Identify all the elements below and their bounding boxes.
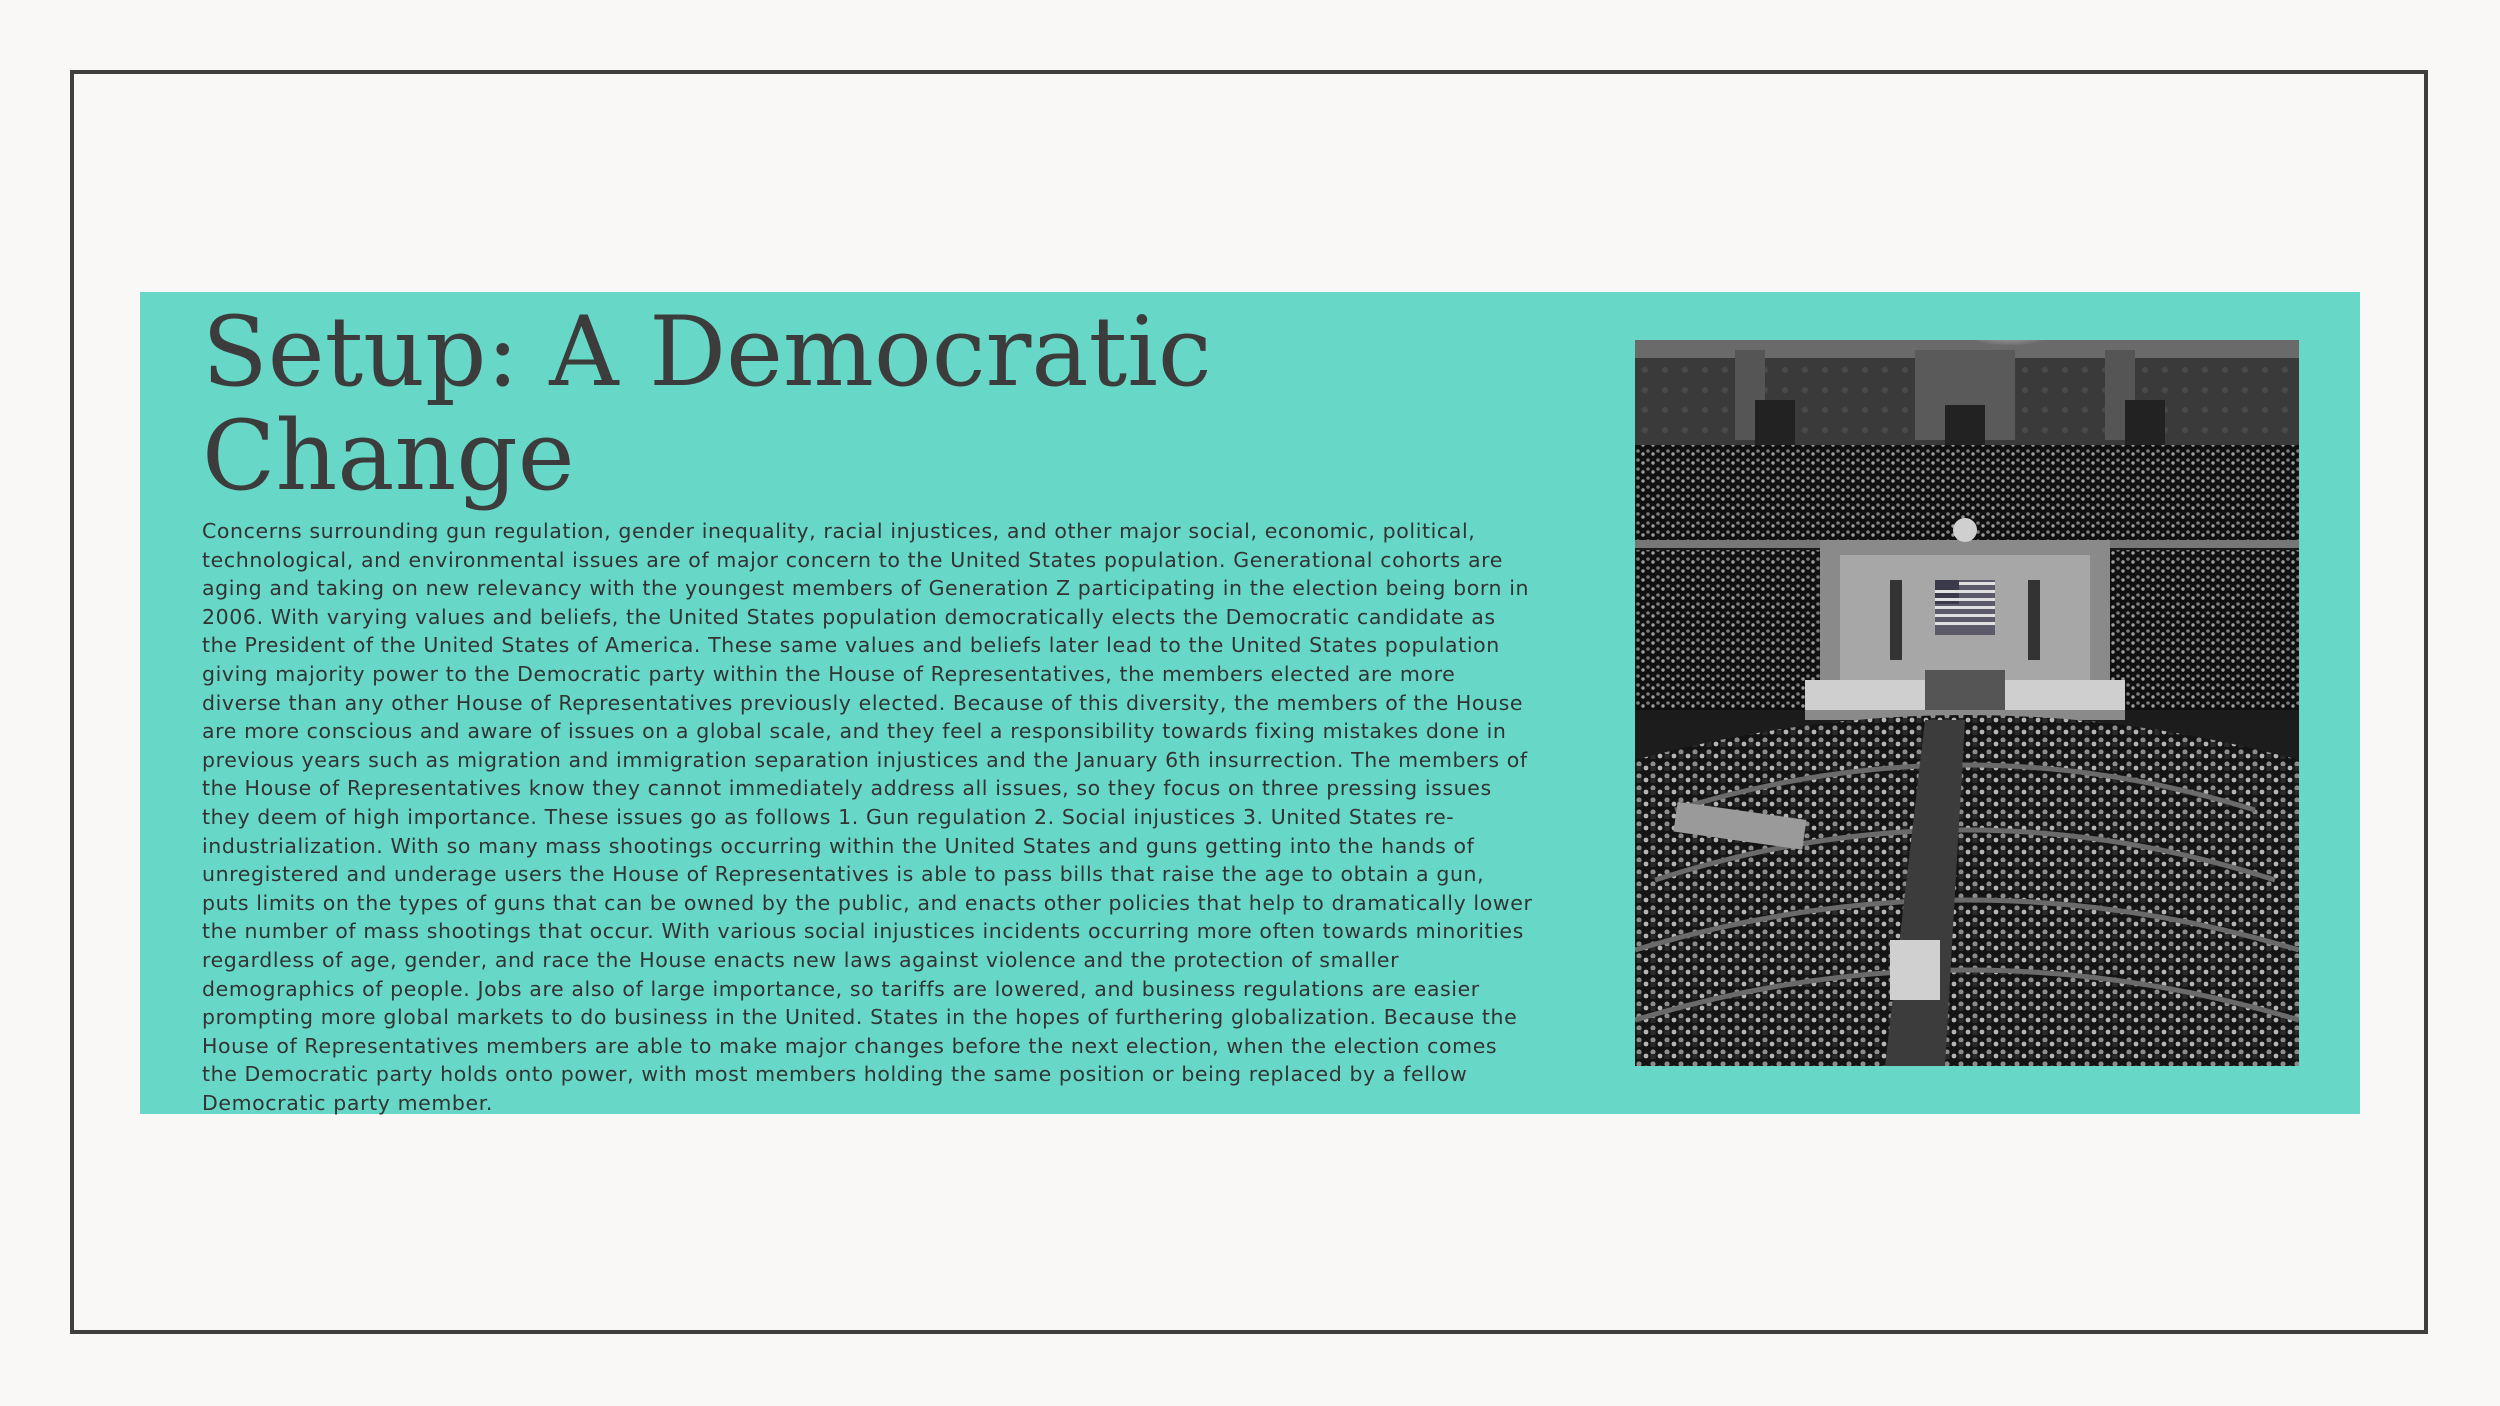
slide-body-text: Concerns surrounding gun regulation, gender inequality, racial injustices, and other major social, economic, political, technological, and environmental issues are of major concern to the United States population. Generational cohorts are aging and taking on new relevancy with the youngest members of Generation Z participating in the election being born in 2006. With varying values and beliefs, the United States population democratically elects the Democratic candidate as the President of the United States of America. These same values and beliefs later lead to the United States population giving majority power to the Democratic party within the House of Representatives, the members elected are more diverse than any other House of Representatives previously elected. Because of this diversity, the members of the House are more conscious and aware of issues on a global scale, and they feel a responsibility towards fixing mistakes done in previous years such as migration and immigration separation injustices and the January 6th insurrection. The members of the House of Representatives know they cannot immediately address all issues, so they focus on three pressing issues they deem of high importance. These issues go as follows 1. Gun regulation 2. Social injustices 3. United States re-industrialization. With so many mass shootings occurring within the United States and guns getting into the hands of unregistered and underage users the House of Representatives is able to pass bills that raise the age to obtain a gun, puts limits on the types of guns that can be owned by the public, and enacts other policies that help to dramatically lower the number of mass shootings that occur. With various social injustices incidents occurring more often towards minorities regardless of age, gender, and race the House enacts new laws against violence and the protection of smaller demographics of people. Jobs are also of large importance, so tariffs are lowered, and business regulations are easier prompting more global markets to do business in the United. States in the hopes of furthering globalization. Because the House of Representatives members are able to make major changes before the next election, when the election comes the Democratic party holds onto power, with most members holding the same position or being replaced by a fellow Democratic party member. bbox=[202, 519, 1533, 1115]
house-chamber-photo bbox=[1635, 340, 2299, 1066]
slide-title: Setup: A Democratic Change bbox=[202, 296, 1212, 512]
content-panel bbox=[140, 292, 2360, 1114]
house-chamber-illustration bbox=[1635, 340, 2299, 1066]
